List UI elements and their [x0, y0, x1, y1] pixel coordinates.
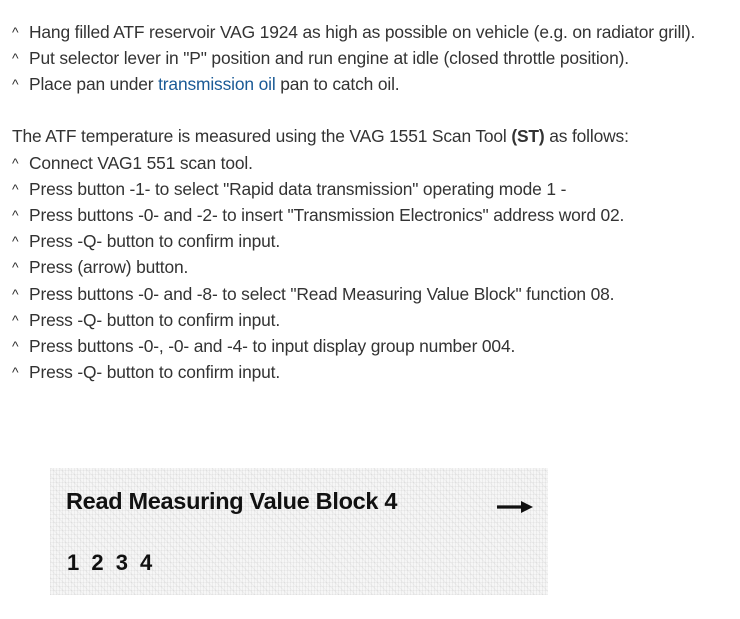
caret-icon: ^	[12, 233, 19, 250]
caret-icon: ^	[12, 337, 19, 354]
scan-step-text: Press -Q- button to confirm input.	[29, 231, 281, 252]
caret-icon: ^	[12, 285, 19, 302]
scan-step	[12, 281, 737, 307]
display-field-numbers: 1 2 3 4	[67, 550, 156, 575]
procedure-text	[12, 19, 737, 385]
scan-step-text: Press buttons -0- and -8- to select "Read Measuring Value Block" function 08.	[29, 283, 615, 304]
prep-step-1-text: Hang filled ATF reservoir VAG 1924 as high as possible on vehicle (e.g. on radiator grill).	[29, 22, 696, 42]
scan-step-text: Press -Q- button to confirm input.	[29, 362, 281, 383]
scan-step	[12, 228, 737, 254]
intro-text-before: The ATF temperature is measured using the VAG 1551 Scan Tool	[12, 126, 512, 147]
scan-step	[12, 254, 737, 280]
scan-step	[12, 359, 737, 385]
caret-icon: ^	[12, 311, 19, 328]
scan-step-text: Press buttons -0- and -2- to insert "Transmission Electronics" address word 02.	[29, 204, 625, 225]
caret-icon: ^	[12, 206, 19, 223]
intro-scan-tool-abbrev: (ST)	[511, 126, 545, 147]
display-title: Read Measuring Value Block 4	[66, 488, 398, 514]
scan-step-text: Press (arrow) button.	[29, 257, 189, 278]
caret-icon: ^	[12, 76, 19, 93]
intro-line	[12, 123, 737, 149]
prep-step-2	[12, 45, 737, 71]
prep-step-3-text-after: pan to catch oil.	[275, 74, 400, 95]
right-arrow-icon	[496, 499, 534, 520]
transmission-oil-link[interactable]: transmission oil	[158, 74, 276, 95]
scan-step-text: Press -Q- button to confirm input.	[29, 309, 281, 330]
prep-step-1	[12, 19, 737, 45]
scan-step	[12, 150, 737, 176]
scan-step-text: Press button -1- to select "Rapid data transmission" operating mode 1 -	[29, 178, 567, 199]
prep-step-2-text: Put selector lever in "P" position and run engine at idle (closed throttle position).	[29, 48, 629, 69]
caret-icon: ^	[12, 364, 19, 381]
scan-step-text: Press buttons -0-, -0- and -4- to input display group number 004.	[29, 335, 516, 356]
caret-icon: ^	[12, 154, 19, 171]
scan-step	[12, 176, 737, 202]
scan-step	[12, 202, 737, 228]
caret-icon: ^	[12, 259, 19, 276]
paragraph-spacer	[12, 98, 737, 124]
scan-step-text: Connect VAG1 551 scan tool.	[29, 152, 253, 173]
scan-tool-display-figure	[50, 468, 548, 595]
prep-step-3-text-before: Place pan under	[29, 74, 159, 95]
scan-step	[12, 307, 737, 333]
scan-step	[12, 333, 737, 359]
prep-step-3	[12, 71, 737, 97]
caret-icon: ^	[12, 24, 19, 40]
caret-icon: ^	[12, 50, 19, 67]
intro-text-after: as follows:	[544, 126, 629, 147]
caret-icon: ^	[12, 180, 19, 197]
